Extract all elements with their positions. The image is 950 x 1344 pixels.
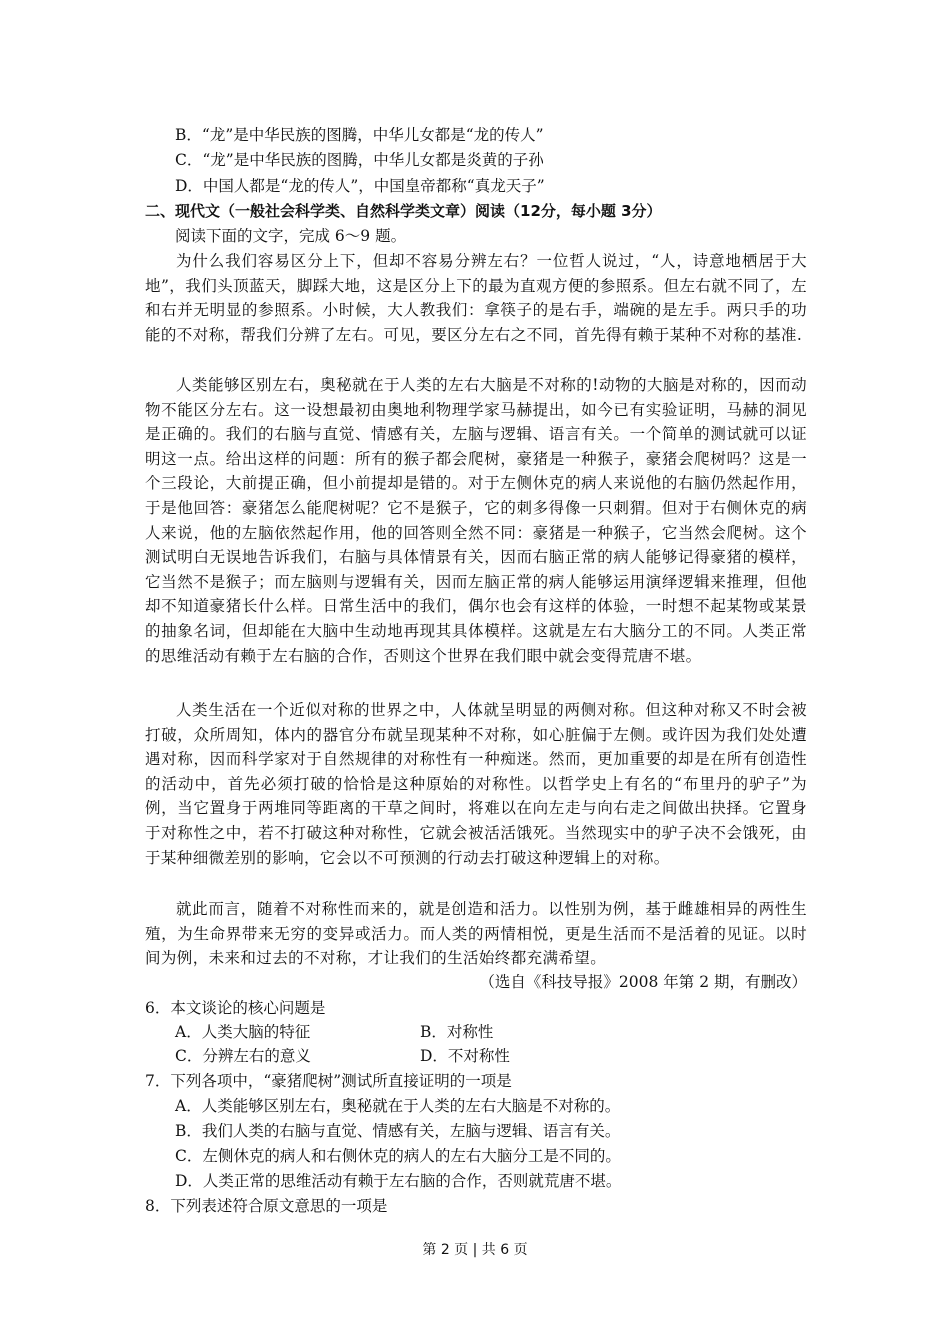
question-7-option-c: C．左侧休克的病人和右侧休克的病人的左右大脑分工是不同的。 xyxy=(175,1147,621,1165)
question-6-option-c: C．分辨左右的意义 xyxy=(175,1047,311,1065)
passage-paragraph-2: 人类能够区别左右，奥秘就在于人类的左右大脑是不对称的!动物的大脑是对称的，因而动物不能区分左右。这一设想最初由奥地利物理学家马赫提出，如今已有实验证明，马赫的洞见是正确的。我们的右脑与直觉、情感有关，左脑与逻辑、语言有关。一个简单的测试就可以证明这一点。给出这样的问题：所有的猴子都会爬树，豪猪是一种猴子，豪猪会爬树吗？这是一个三段论，大前提正确，但小前提却是错的。对于左侧休克的病人来说他的右脑仍然起作用，于是他回答：豪猪怎么能爬树呢？它不是猴子，它的刺多得像一只刺猬。但对于右侧休克的病人来说，他的左脑依然起作用，他的回答则全然不同：豪猪是一种猴子，它当然会爬树。这个测试明白无误地告诉我们，右脑与具体情景有关，因而右脑正常的病人能够记得豪猪的模样，它当然不是猴子；而左脑则与逻辑有关，因而左脑正常的病人能够运用演绎逻辑来推理，但他却不知道豪猪长什么样。日常生活中的我们，偶尔也会有这样的体验，一时想不起某物或某景的抽象名词，但却能在大脑中生动地再现其具体模样。这就是左右大脑分工的不同。人类正常的思维活动有赖于左右脑的合作，否则这个世界在我们眼中就会变得荒唐不堪。 xyxy=(145,376,807,665)
prev-option-d: D．中国人都是“龙的传人”，中国皇帝都称“真龙天子” xyxy=(175,177,545,195)
prev-option-b: B．“龙”是中华民族的图腾，中华儿女都是“龙的传人” xyxy=(175,126,544,144)
page-footer: 第 2 页 | 共 6 页 xyxy=(422,1242,528,1258)
question-6-option-d: D．不对称性 xyxy=(420,1047,510,1065)
passage-source: （选自《科技导报》2008 年第 2 期，有删改） xyxy=(479,973,807,991)
question-7-option-b: B．我们人类的右脑与直觉、情感有关，左脑与逻辑、语言有关。 xyxy=(175,1122,621,1140)
reading-instruction: 阅读下面的文字，完成 6～9 题。 xyxy=(175,227,407,245)
passage-paragraph-3: 人类生活在一个近似对称的世界之中，人体就呈明显的两侧对称。但这种对称又不时会被打破，众所周知，体内的器官分布就呈现某种不对称，如心脏偏于左侧。或许因为我们处处遭遇对称，因而科学家对于自然规律的对称性有一种痴迷。然而，更加重要的却是在所有创造性的活动中，首先必须打破的恰恰是这种原始的对称性。以哲学史上有名的“布里丹的驴子”为例，当它置身于两堆同等距离的干草之间时，将难以在向左走与向右走之间做出抉择。它置身于对称性之中，若不打破这种对称性，它就会被活活饿死。当然现实中的驴子决不会饿死，由于某种细微差别的影响，它会以不可预测的行动去打破这种逻辑上的对称。 xyxy=(145,701,807,867)
question-7-stem: 7．下列各项中，“豪猪爬树”测试所直接证明的一项是 xyxy=(145,1072,512,1090)
section-heading: 二、现代文（一般社会科学类、自然科学类文章）阅读（12分，每小题 3分） xyxy=(145,202,662,220)
prev-option-c: C．“龙”是中华民族的图腾，中华儿女都是炎黄的子孙 xyxy=(175,151,544,169)
question-8-stem: 8．下列表述符合原文意思的一项是 xyxy=(145,1197,388,1215)
question-7-option-a: A．人类能够区别左右，奥秘就在于人类的左右大脑是不对称的。 xyxy=(175,1097,621,1115)
passage-paragraph-4: 就此而言，随着不对称性而来的，就是创造和活力。以性别为例，基于雌雄相异的两性生殖，为生命界带来无穷的变异或活力。而人类的两情相悦，更是生活而不是活着的见证。以时间为例，未来和过去的不对称，才让我们的生活始终都充满希望。 xyxy=(145,900,807,968)
question-6-option-a: A．人类大脑的特征 xyxy=(175,1023,311,1041)
question-7-option-d: D．人类正常的思维活动有赖于左右脑的合作，否则就荒唐不堪。 xyxy=(175,1172,622,1190)
question-6-option-b: B．对称性 xyxy=(420,1023,494,1041)
passage-paragraph-1: 为什么我们容易区分上下，但却不容易分辨左右？一位哲人说过，“人，诗意地栖居于大地”，我们头顶蓝天，脚踩大地，这是区分上下的最为直观方便的参照系。但左右就不同了，左和右并无明显的参照系。小时候，大人教我们：拿筷子的是右手，端碗的是左手。两只手的功能的不对称，帮我们分辨了左右。可见，要区分左右之不同，首先得有赖于某种不对称的基准. xyxy=(145,252,807,344)
question-6-stem: 6．本文谈论的核心问题是 xyxy=(145,999,326,1017)
